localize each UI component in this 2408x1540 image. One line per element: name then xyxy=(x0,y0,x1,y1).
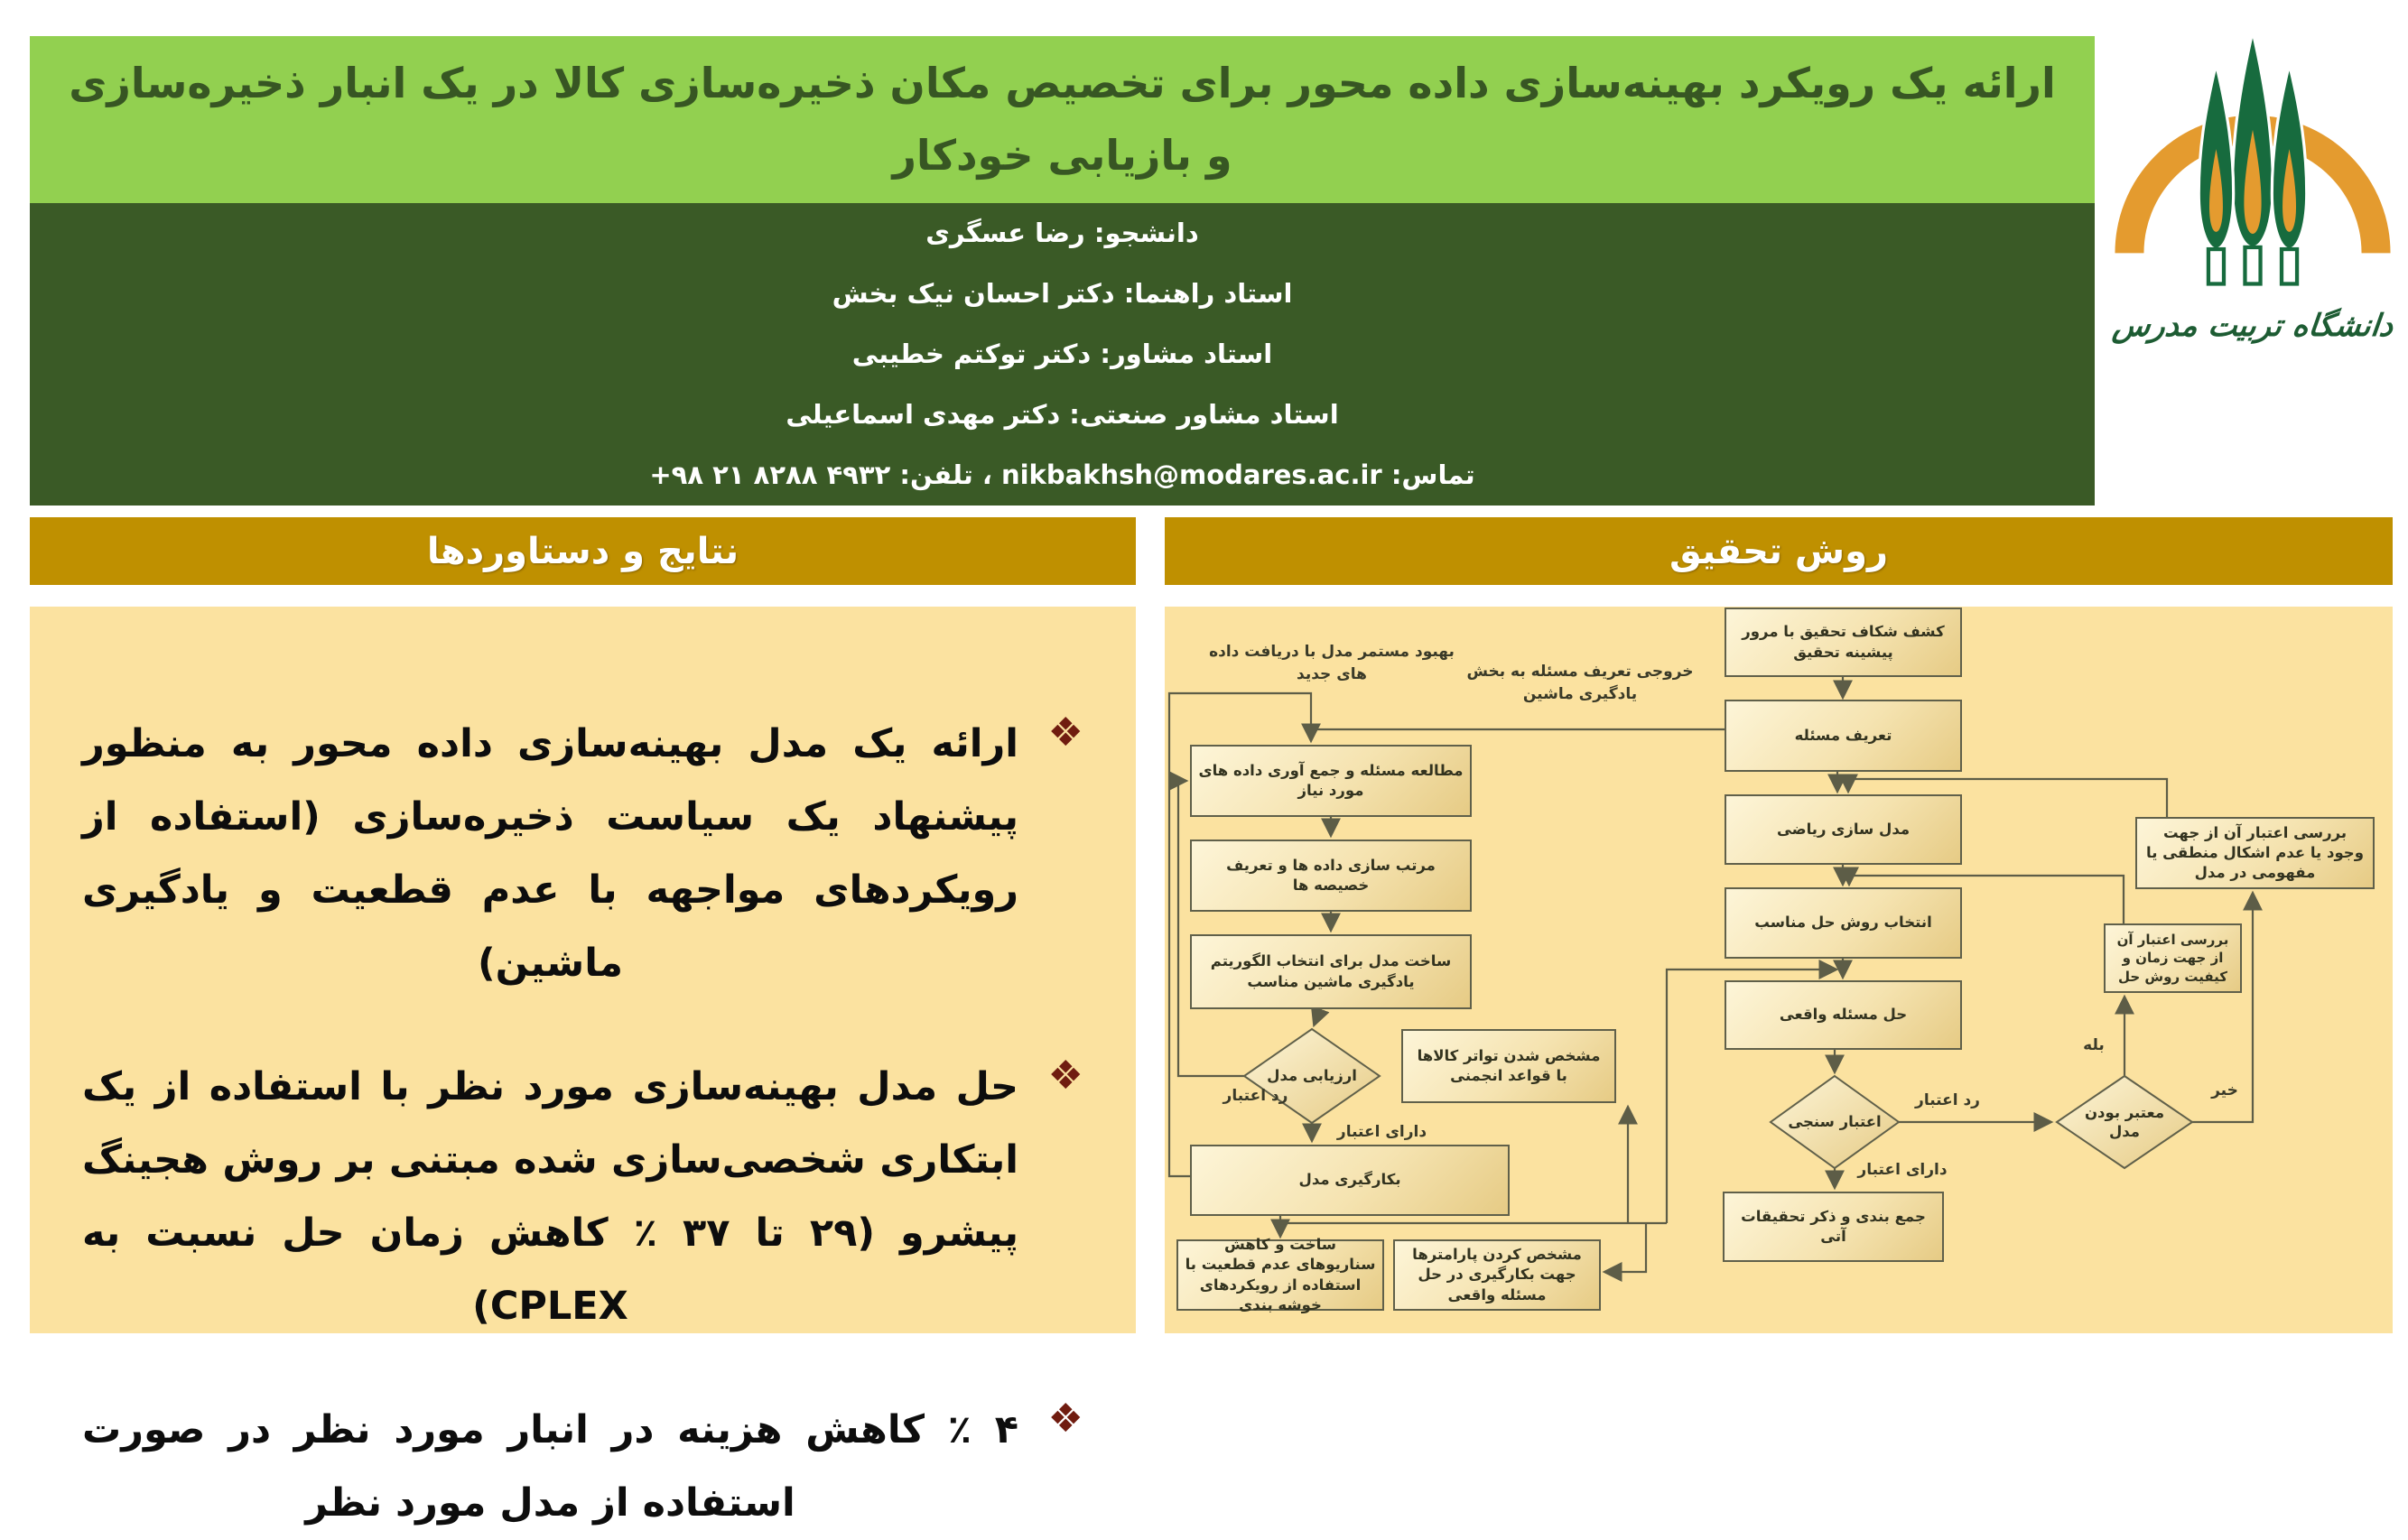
flow-decision-model-validity: معتبر بودن مدل xyxy=(2084,1103,2165,1140)
method-header: روش تحقیق xyxy=(1165,517,2393,585)
contact-line xyxy=(649,445,1474,506)
flow-node-build-ml-model: ساخت مدل برای انتخاب الگوریتم یادگیری ماشین مناسب xyxy=(1190,934,1472,1009)
student-line: دانشجو: رضا عسگری xyxy=(925,218,1199,248)
flow-edge-label-no: خیر xyxy=(2211,1081,2238,1099)
diamond-bullet-icon: ❖ xyxy=(1047,710,1083,756)
industrial-advisor-line: استاد مشاور صنعتی: دکتر مهدی اسماعیلی xyxy=(786,399,1339,430)
tmu-logo-icon xyxy=(2108,5,2397,348)
results-panel xyxy=(30,607,1136,1526)
title-banner xyxy=(30,36,2095,203)
result-bullet-text: ارائه یک مدل بهینه‌سازی داده محور به منظور پیشنهاد یک سیاست ذخیره‌سازی (استفاده از رویکردهای مواجهه با عدم قطعیت و یادگیری ماشین) xyxy=(82,721,1018,986)
flow-decision-model-evaluation: ارزیابی مدل xyxy=(1267,1067,1357,1085)
result-bullet xyxy=(82,1394,1083,1540)
flow-decision-validation: اعتبار سنجی xyxy=(1788,1113,1882,1131)
result-bullet-text: ۴ ٪ کاهش هزینه در انبار مورد نظر در صورت استفاده از مدل مورد نظر xyxy=(82,1407,1018,1526)
flow-node-conclusion: جمع بندی و ذکر تحقیقات آتی xyxy=(1723,1192,1944,1262)
flow-edge-label-definition-output: خروجی تعریف مسئله به بخش یادگیری ماشین xyxy=(1466,663,1694,703)
contact-middle: ، تلفن: xyxy=(890,459,992,490)
flow-edge-label-invalid-right: رد اعتبار xyxy=(1915,1091,1980,1109)
contact-email: nikbakhsh@modares.ac.ir xyxy=(1000,459,1382,490)
results-header: نتایج و دستاوردها xyxy=(30,517,1136,585)
poster-title: ارائه یک رویکرد بهینه‌سازی داده محور برای تخصیص مکان ذخیره‌سازی کالا در یک انبار ذخیره‌سازی و بازیابی خودکار xyxy=(69,59,2056,180)
flow-node-scenario-reduction: ساخت و کاهش سناریوهای عدم قطعیت با استفاده از رویکردهای خوشه بندی xyxy=(1176,1239,1384,1311)
flow-node-solve-real-problem: حل مسئله واقعی xyxy=(1725,980,1962,1050)
contact-prefix: تماس: xyxy=(1381,459,1475,490)
supervisor-line: استاد راهنما: دکتر احسان نیک بخش xyxy=(832,278,1293,309)
flow-node-sort-data: مرتب سازی داده ها و تعریف خصیصه ها xyxy=(1190,840,1472,912)
result-bullet-text: حل مدل بهینه‌سازی مورد نظر با استفاده از یک ابتکاری شخصی‌سازی شده مبتنی بر روش هجینگ پیشرو (۲۹ تا ۳۷ ٪ کاهش زمان حل نسبت به CPLEX) xyxy=(82,1064,1018,1329)
credits-panel xyxy=(30,203,2095,506)
flow-edge-label-continuous-improvement: بهبود مستمر مدل با دریافت داده های جدید xyxy=(1209,643,1455,683)
flow-node-apply-model: بکارگیری مدل xyxy=(1190,1145,1510,1216)
flow-node-set-parameters: مشخص کردن پارامترها جهت بکارگیری در حل مسئله واقعی xyxy=(1393,1239,1601,1311)
diamond-bullet-icon: ❖ xyxy=(1047,1053,1083,1099)
diamond-bullet-icon: ❖ xyxy=(1047,1396,1083,1442)
contact-phone: +۹۸ ۲۱ ۸۲۸۸ ۴۹۳۲ xyxy=(649,459,891,490)
flow-node-gap-discovery: کشف شکاف تحقیق با مرور پیشینه تحقیق xyxy=(1725,608,1962,677)
flow-node-math-modeling: مدل سازی ریاضی xyxy=(1725,794,1962,865)
logo-caption: دانشگاه تربیت مدرس xyxy=(2110,308,2395,344)
result-bullet xyxy=(82,1051,1083,1343)
flow-node-check-time-quality: بررسی اعتبار آن از جهت زمان و کیفیت روش حل xyxy=(2104,923,2242,993)
flow-node-check-logic: بررسی اعتبار آن از جهت وجود یا عدم اشکال منطقی یا مفهومی در مدل xyxy=(2135,817,2375,889)
flow-edge-label-valid-left: دارای اعتبار xyxy=(1336,1123,1427,1141)
flow-node-method-selection: انتخاب روش حل مناسب xyxy=(1725,887,1962,959)
result-bullet xyxy=(82,708,1083,1000)
flow-edge-label-invalid-left: رد اعتبار xyxy=(1223,1087,1288,1105)
flow-node-problem-definition: تعریف مسئله xyxy=(1725,700,1962,772)
flow-node-association-rules: مشخص شدن تواتر کالاها با قواعد انجمنی xyxy=(1401,1029,1616,1103)
method-flowchart xyxy=(1165,607,2393,1333)
flow-edge-label-yes: بله xyxy=(2083,1036,2105,1054)
flow-node-study-collect-data: مطالعه مسئله و جمع آوری داده های مورد نیاز xyxy=(1190,745,1472,817)
advisor-line: استاد مشاور: دکتر توکتم خطیبی xyxy=(851,339,1273,369)
university-logo xyxy=(2108,5,2397,384)
flow-edge-label-valid-right: دارای اعتبار xyxy=(1857,1161,1948,1179)
